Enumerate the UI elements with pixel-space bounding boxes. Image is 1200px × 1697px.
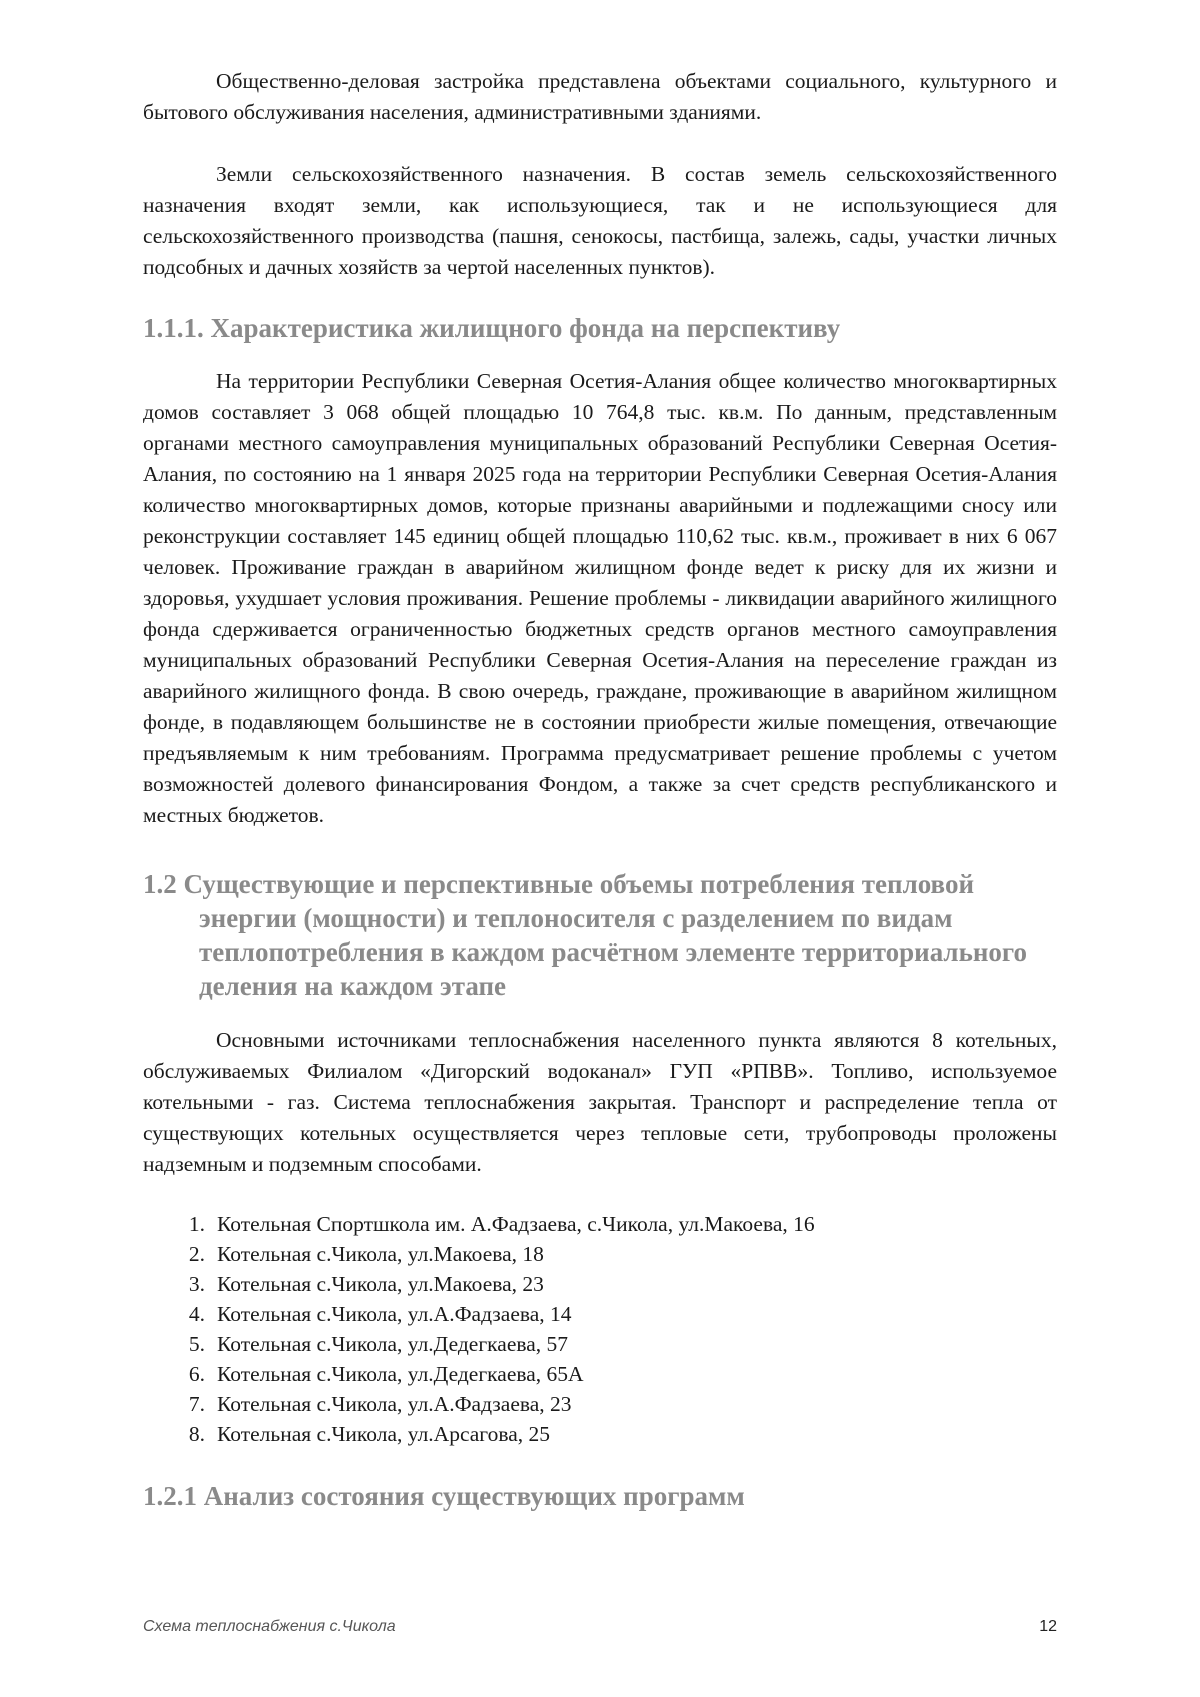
list-item: 8. Котельная с.Чикола, ул.Арсагова, 25 (188, 1422, 550, 1446)
heading-1-2-1: 1.2.1 Анализ состояния существующих программ (143, 1481, 745, 1511)
list-item: 7. Котельная с.Чикола, ул.А.Фадзаева, 23 (188, 1392, 572, 1416)
footer-document-title: Схема теплоснабжения с.Чикола (143, 1618, 396, 1635)
list-item: 3. Котельная с.Чикола, ул.Макоева, 23 (188, 1272, 544, 1296)
page-footer (143, 1618, 1057, 1636)
list-item: 5. Котельная с.Чикола, ул.Дедегкаева, 57 (188, 1332, 569, 1356)
boiler-list (143, 1209, 1057, 1449)
paragraph-heat-sources: Основными источниками теплоснабжения населенного пункта являются 8 котельных, обслуживаемых Филиалом «Дигорский водоканал» ГУП «РПВВ». Топливо, используемое котельными - газ. Система теплоснабжения закрытая. Транспорт и распределение тепла от существующих котельных осуществляется через тепловые сети, трубопроводы проложены надземным и подземным способами. (143, 1028, 1057, 1176)
heading-1-2: 1.2 Существующие и перспективные объемы потребления тепловой энергии (мощности) и теплоносителя с разделением по видам теплопотребления в каждом расчётном элементе территориального деления на каждом этапе (143, 869, 1027, 1001)
paragraph-agricultural-lands: Земли сельскохозяйственного назначения. В состав земель сельскохозяйственного назначения входят земли, как использующиеся, так и не использующиеся для сельскохозяйственного производства (пашня, сенокосы, пастбища, залежь, сады, участки личных подсобных и дачных хозяйств за чертой населенных пунктов). (143, 162, 1057, 279)
page-number: 12 (1039, 1618, 1057, 1635)
list-item: 1. Котельная Спортшкола им. А.Фадзаева, с.Чикола, ул.Макоева, 16 (188, 1212, 815, 1236)
heading-1-1-1: 1.1.1. Характеристика жилищного фонда на перспективу (143, 313, 841, 343)
paragraph-housing-stock: На территории Республики Северная Осетия-Алания общее количество многоквартирных домов составляет 3 068 общей площадью 10 764,8 тыс. кв.м. По данным, представленным органами местного самоуправления муниципальных образований Республики Северная Осетия-Алания, по состоянию на 1 января 2025 года на территории Республики Северная Осетия-Алания количество многоквартирных домов, которые признаны аварийными и подлежащими сносу или реконструкции составляет 145 единиц общей площадью 110,62 тыс. кв.м., проживает в них 6 067 человек. Проживание граждан в аварийном жилищном фонде ведет к риску для их жизни и здоровья, ухудшает условия проживания. Решение проблемы - ликвидации аварийного жилищного фонда сдерживается ограниченностью бюджетных средств органов местного самоуправления муниципальных образований Республики Северная Осетия-Алания на переселение граждан из аварийного жилищного фонда. В свою очередь, граждане, проживающие в аварийном жилищном фонде, в подавляющем большинстве не в состоянии приобрести жилые помещения, отвечающие предъявляемым к ним требованиям. Программа предусматривает решение проблемы с учетом возможностей долевого финансирования Фондом, а также за счет средств республиканского и местных бюджетов. (143, 369, 1057, 827)
page-content (143, 66, 1057, 1513)
list-item: 2. Котельная с.Чикола, ул.Макоева, 18 (188, 1242, 544, 1266)
list-item: 6. Котельная с.Чикола, ул.Дедегкаева, 65А (188, 1362, 584, 1386)
paragraph-public-buildings: Общественно-деловая застройка представлена объектами социального, культурного и бытового обслуживания населения, административными зданиями. (143, 69, 1057, 124)
list-item: 4. Котельная с.Чикола, ул.А.Фадзаева, 14 (188, 1302, 572, 1326)
